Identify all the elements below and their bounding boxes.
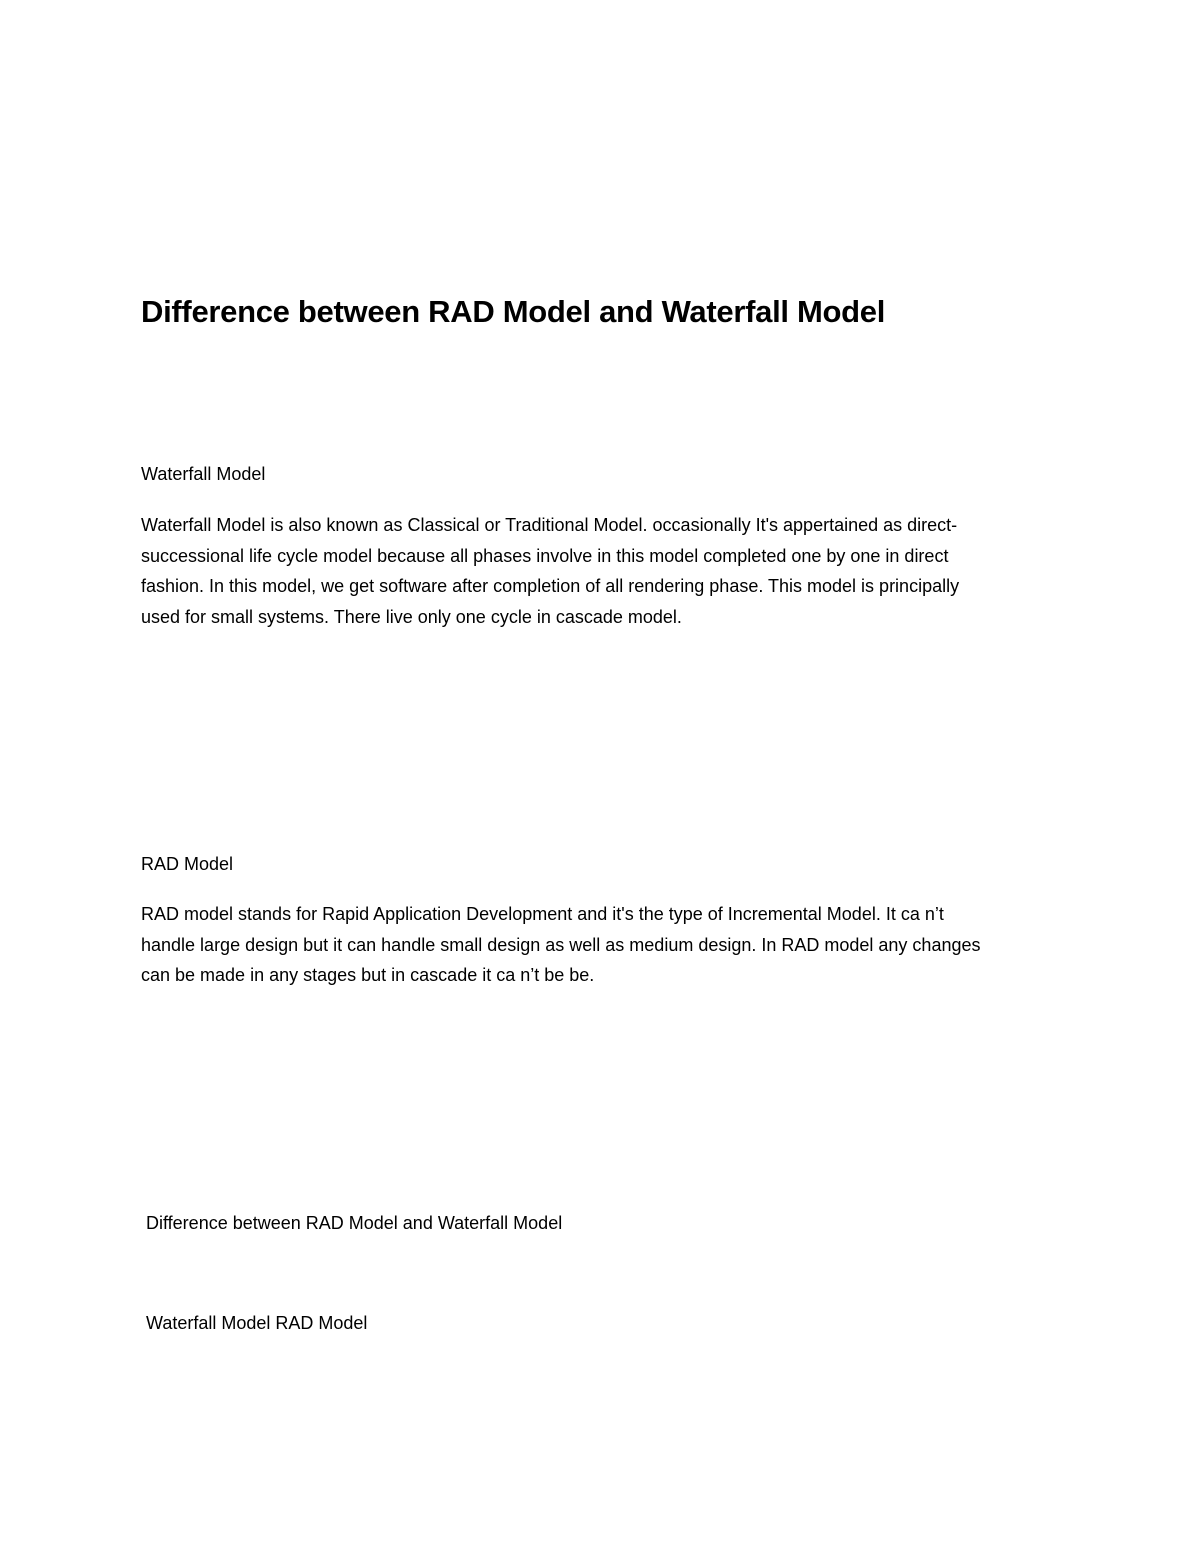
paragraph-line: used for small systems. There live only one cycle in cascade model. <box>141 606 682 627</box>
comparison-heading: Difference between RAD Model and Waterfall Model <box>146 1213 563 1233</box>
paragraph-line: handle large design but it can handle small design as well as medium design. In RAD model any changes <box>141 934 981 955</box>
paragraph-line: fashion. In this model, we get software after completion of all rendering phase. This model is principally <box>141 576 960 596</box>
page-title: Difference between RAD Model and Waterfall Model <box>141 294 886 329</box>
rad-heading: RAD Model <box>141 854 234 874</box>
paragraph-line: Waterfall Model is also known as Classical or Traditional Model. occasionally It's appertained as direct- <box>141 515 958 535</box>
paragraph-line: RAD model stands for Rapid Application Development and it's the type of Incremental Model. It ca n’t <box>141 904 944 924</box>
waterfall-heading: Waterfall Model <box>141 464 266 484</box>
paragraph-line: successional life cycle model because all phases involve in this model completed one by one in direct <box>141 545 949 566</box>
paragraph-line: can be made in any stages but in cascade it ca n’t be be. <box>141 965 595 985</box>
waterfall-paragraph <box>141 510 1061 632</box>
comparison-columns: Waterfall Model RAD Model <box>146 1313 368 1333</box>
rad-paragraph <box>141 899 1061 991</box>
